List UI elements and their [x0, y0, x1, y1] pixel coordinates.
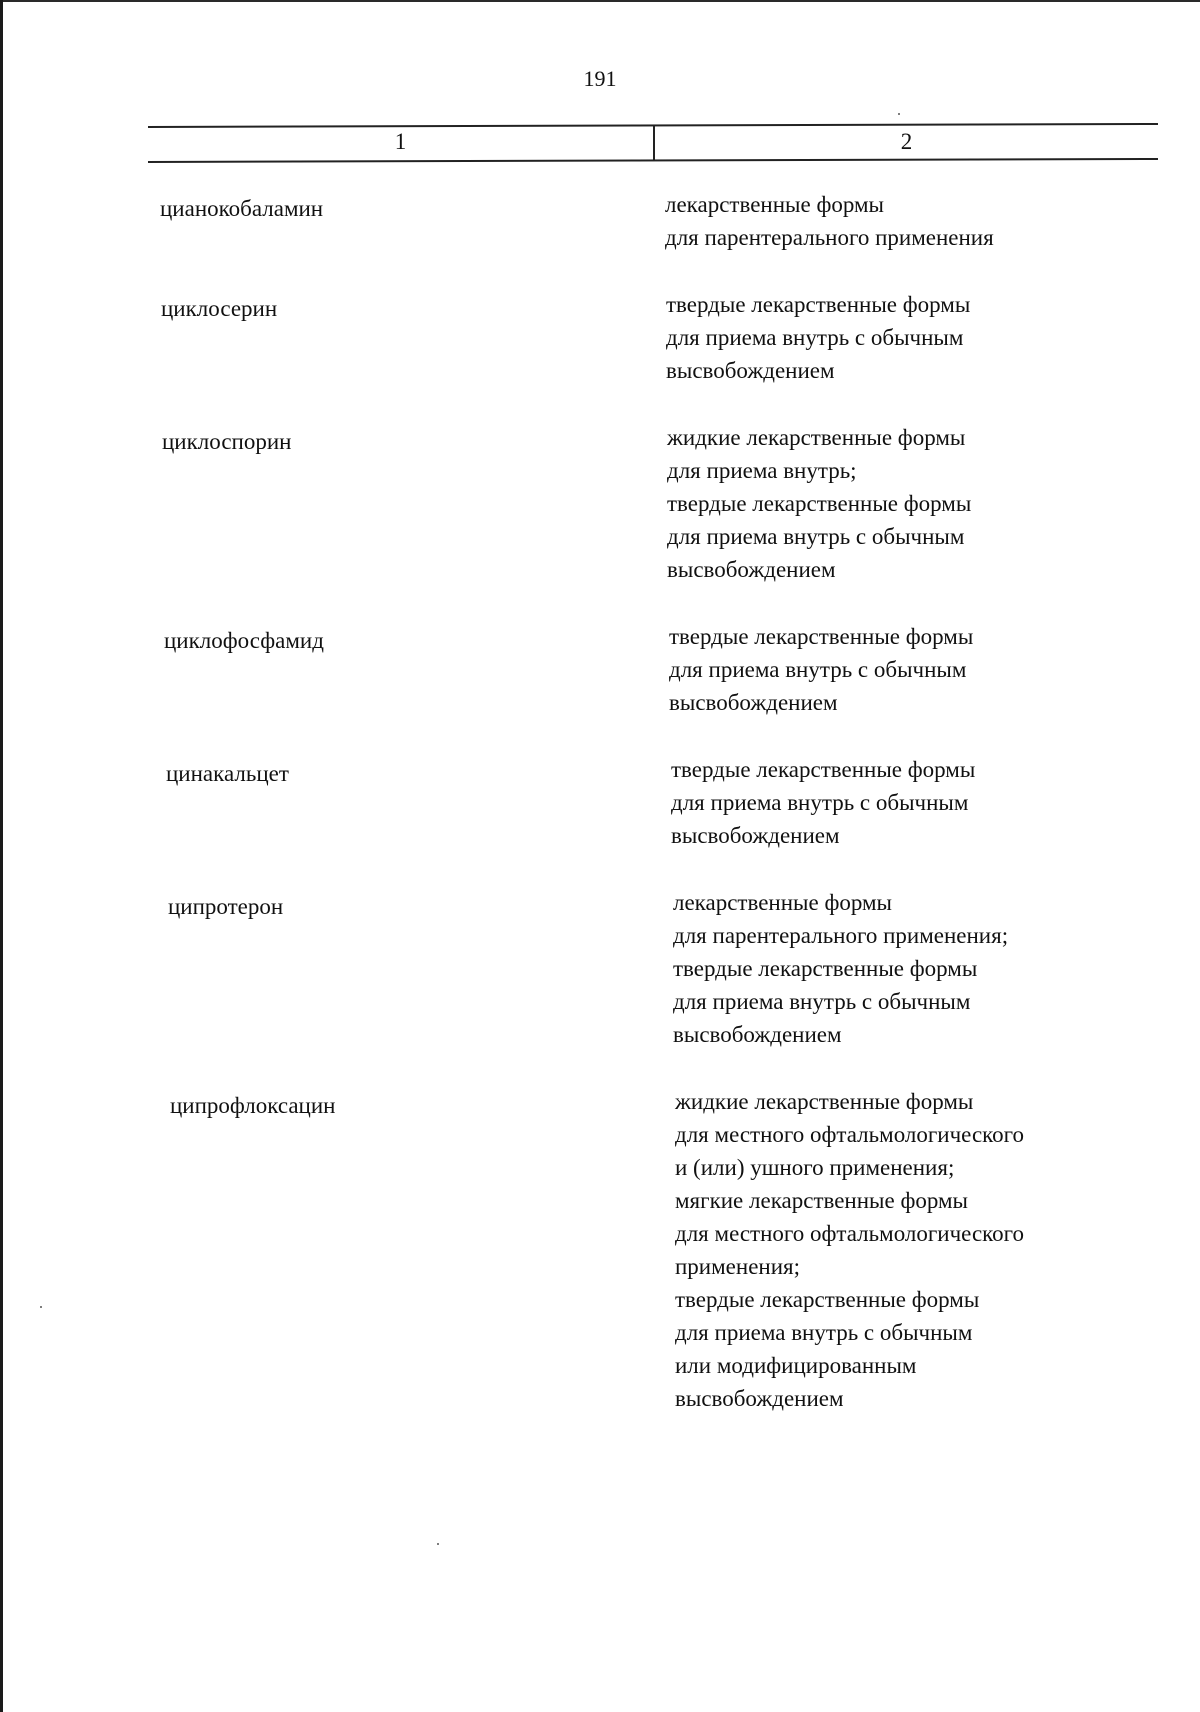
dosage-forms: [669, 620, 1139, 719]
dosage-form-line: лекарственные формы: [673, 890, 893, 915]
dosage-form-line: мягкие лекарственные формы: [675, 1188, 969, 1213]
substance-name: ципротерон: [168, 894, 284, 919]
dosage-form-line: для местного офтальмологического: [675, 1221, 1025, 1246]
table-row: [166, 753, 1200, 852]
scan-speck: [40, 1306, 42, 1308]
column-header-2: 2: [900, 129, 913, 154]
dosage-form-line: или модифицированным: [675, 1353, 917, 1378]
substance-name: ципрофлоксацин: [170, 1093, 336, 1118]
dosage-form-line: высвобождением: [666, 358, 835, 383]
dosage-form-line: твердые лекарственные формы: [675, 1287, 980, 1312]
dosage-form-line: высвобождением: [667, 557, 836, 582]
page-number: 191: [583, 66, 617, 91]
dosage-form-line: для парентерального применения: [665, 225, 994, 250]
table-body: [0, 188, 1200, 1449]
dosage-form-line: для приема внутрь с обычным: [667, 524, 965, 549]
dosage-form-line: для приема внутрь с обычным: [666, 325, 964, 350]
substance-name: цианокобаламин: [160, 196, 324, 221]
dosage-forms: [675, 1085, 1145, 1415]
substance-name: циклофосфамид: [164, 628, 324, 653]
dosage-form-line: для местного офтальмологического: [675, 1122, 1025, 1147]
dosage-form-line: для приема внутрь;: [667, 458, 857, 483]
table-row: [162, 421, 1200, 586]
dosage-forms: [666, 288, 1136, 387]
dosage-form-line: твердые лекарственные формы: [667, 491, 972, 516]
substance-name: циклосерин: [161, 296, 278, 321]
substance-name: цинакальцет: [166, 761, 289, 786]
dosage-form-line: высвобождением: [669, 690, 838, 715]
dosage-forms: [665, 188, 1135, 254]
dosage-form-line: твердые лекарственные формы: [669, 624, 974, 649]
dosage-form-line: для приема внутрь с обычным: [669, 657, 967, 682]
table-row: [160, 188, 1200, 254]
dosage-forms: [667, 421, 1137, 586]
dosage-form-line: жидкие лекарственные формы: [667, 425, 966, 450]
dosage-form-line: лекарственные формы: [665, 192, 885, 217]
table-row: [161, 288, 1200, 387]
substance-name: циклоспорин: [162, 429, 292, 454]
scan-top-edge: [0, 0, 1200, 2]
dosage-form-line: твердые лекарственные формы: [673, 956, 978, 981]
column-header-1: 1: [394, 129, 407, 154]
scan-speck: [898, 113, 900, 115]
table-row: [164, 620, 1200, 719]
dosage-forms: [671, 753, 1141, 852]
dosage-form-line: для приема внутрь с обычным: [675, 1320, 973, 1345]
dosage-forms: [673, 886, 1143, 1051]
dosage-form-line: высвобождением: [675, 1386, 844, 1411]
dosage-form-line: и (или) ушного применения;: [675, 1155, 955, 1180]
dosage-form-line: высвобождением: [673, 1022, 842, 1047]
table-row: [170, 1085, 1200, 1415]
dosage-form-line: твердые лекарственные формы: [671, 757, 976, 782]
dosage-form-line: для парентерального применения;: [673, 923, 1009, 948]
dosage-form-line: жидкие лекарственные формы: [675, 1089, 974, 1114]
dosage-form-line: для приема внутрь с обычным: [671, 790, 969, 815]
table-row: [168, 886, 1200, 1051]
scan-speck: [437, 1543, 439, 1545]
dosage-form-line: применения;: [675, 1254, 800, 1279]
dosage-form-line: твердые лекарственные формы: [666, 292, 971, 317]
dosage-form-line: для приема внутрь с обычным: [673, 989, 971, 1014]
dosage-form-line: высвобождением: [671, 823, 840, 848]
